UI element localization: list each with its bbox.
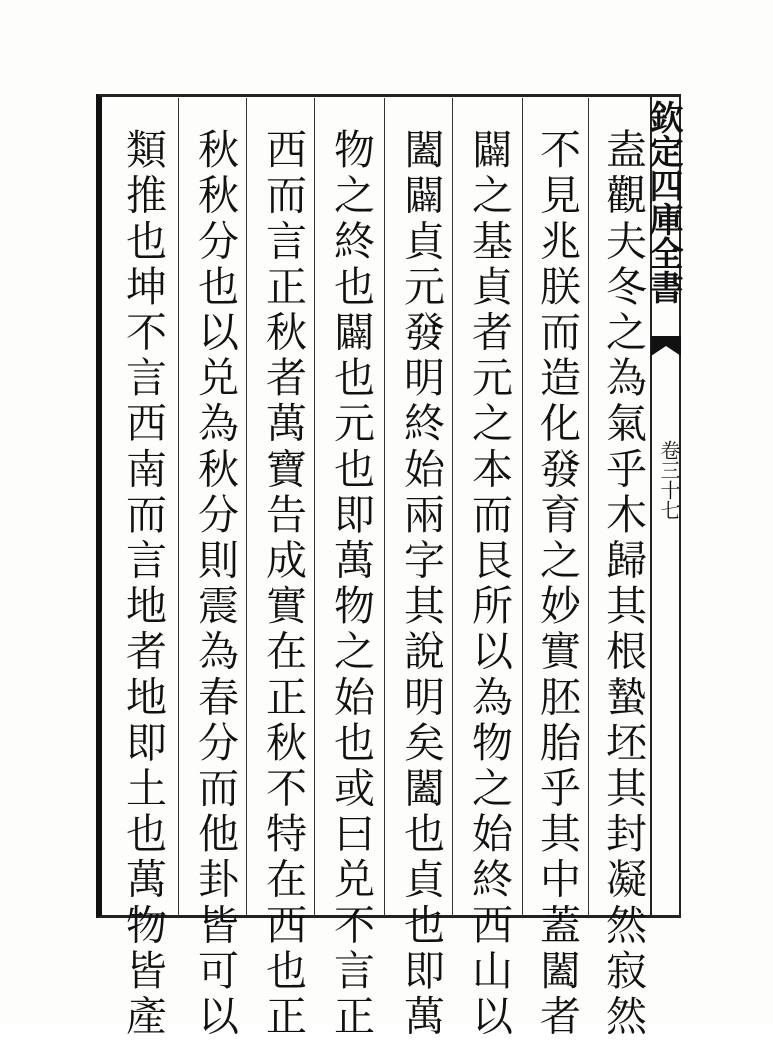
margin-juan-label: 卷三十七 bbox=[657, 440, 681, 520]
page-frame bbox=[96, 94, 681, 1040]
text-column-2: 不見兆朕而造化發育之妙實胚胎乎其中蓋闔者 bbox=[533, 128, 581, 1040]
column-separator bbox=[452, 98, 453, 916]
column-separator bbox=[522, 98, 523, 916]
column-separator bbox=[246, 98, 247, 916]
text-column-4: 闔闢貞元發明終始兩字其說明矣闔也貞也即萬 bbox=[397, 128, 445, 1040]
margin-title: 欽定四庫全書 bbox=[643, 100, 683, 304]
text-column-5: 物之終也闢也元也即萬物之始也或曰兑不言正 bbox=[327, 128, 375, 1040]
text-column-1: 盍觀夫冬之為氣乎木歸其根蟄坯其封凝然寂然 bbox=[599, 128, 647, 1040]
column-separator bbox=[384, 98, 385, 916]
column-separator bbox=[314, 98, 315, 916]
text-column-7: 秋秋分也以兑為秋分則震為春分而他卦皆可以 bbox=[191, 128, 239, 1040]
text-column-3: 闢之基貞者元之本而艮所以為物之始終西山以 bbox=[465, 128, 513, 1040]
column-separator bbox=[178, 98, 179, 916]
column-separator bbox=[588, 98, 589, 916]
fish-tail-mark-icon bbox=[650, 334, 682, 366]
text-column-8: 類推也坤不言西南而言地者地即土也萬物皆產 bbox=[119, 128, 167, 1040]
text-column-6: 西而言正秋者萬寶告成實在正秋不特在西也正 bbox=[259, 128, 307, 1040]
